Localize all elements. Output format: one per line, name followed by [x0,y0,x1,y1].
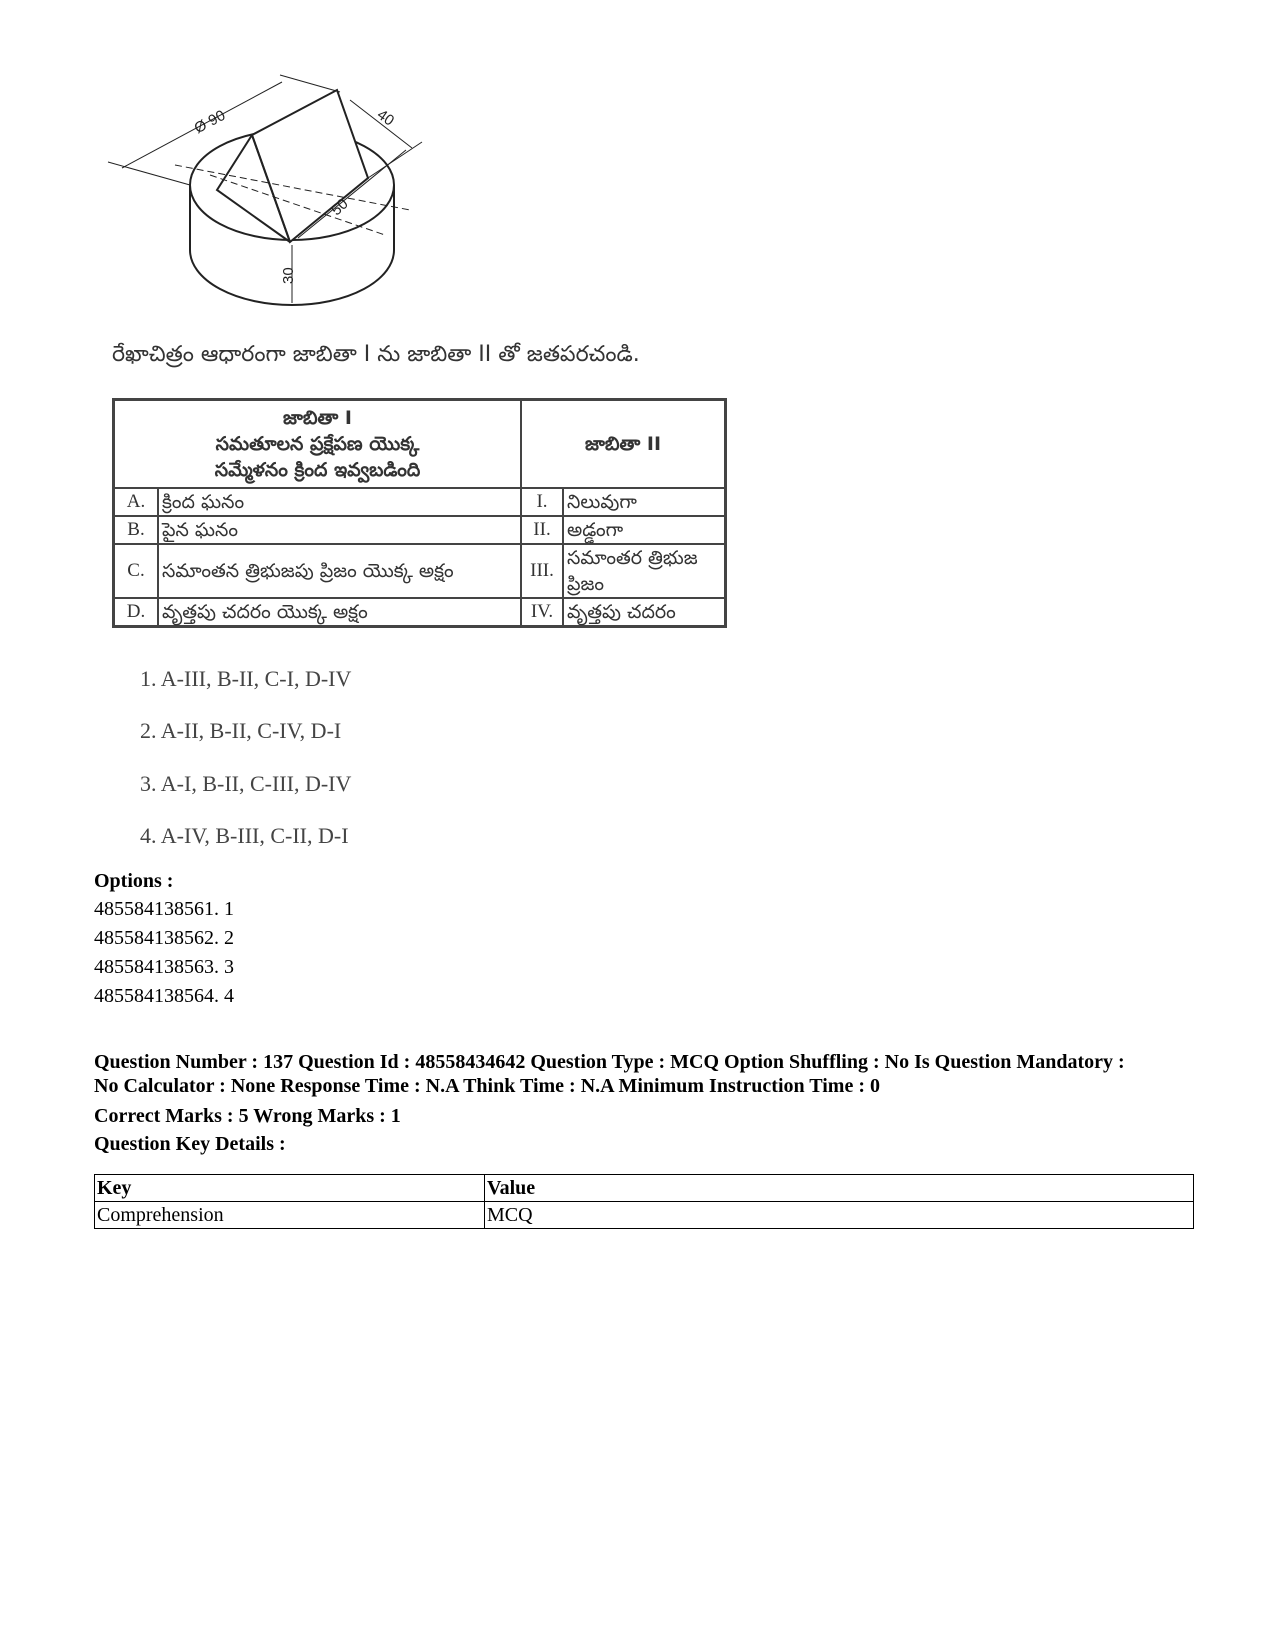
key-details-label: Question Key Details : [94,1133,286,1155]
match-row [114,598,726,627]
ext-line [280,75,340,92]
value-column-header: Value [485,1175,1194,1202]
list-2-item: వృత్తపు చదరం [563,598,726,627]
row-roman: II. [521,516,563,544]
question-text: రేఖాచిత్రం ఆధారంగా జాబితా I ను జాబితా II తో జతపరచండి. [112,342,640,367]
key-column-header: Key [95,1175,485,1202]
row-roman: I. [521,488,563,516]
list-1-subtitle: సమతూలన ప్రక్షేపణ యొక్క [215,433,420,455]
match-row [114,488,726,516]
options-label: Options : [94,870,174,892]
table-row [95,1202,1194,1229]
answer-choice: 1. A-III, B-II, C-I, D-IV [140,666,352,691]
value-cell: MCQ [485,1202,1194,1229]
list-2-header: జాబితా II [521,400,726,489]
key-details-table [94,1174,1194,1229]
option-item: 485584138564. 4 [94,985,234,1007]
match-table-header [114,400,726,489]
row-roman: III. [521,544,563,598]
question-meta-line1: Question Number : 137 Question Id : 48558434642 Question Type : MCQ Option Shuffling : No Is Question Mandatory : [94,1051,1125,1073]
row-letter: C. [114,544,159,598]
question-meta-line2: No Calculator : None Response Time : N.A Think Time : N.A Minimum Instruction Time : 0 [94,1075,880,1097]
option-item: 485584138562. 2 [94,927,234,949]
list-1-item: వృత్తపు చదరం యొక్క అక్షం [158,598,521,627]
list-1-title: జాబితా I [283,407,352,429]
dim-label-30: 30 [280,267,297,284]
dim-label-50: 50 [327,195,352,220]
dim-label-dia: Ø 90 [191,106,229,138]
dim-label-40: 40 [373,106,398,130]
row-roman: IV. [521,598,563,627]
answer-choice: 2. A-II, B-II, C-IV, D-I [140,718,342,743]
row-letter: B. [114,516,159,544]
ext-line [368,142,422,178]
list-1-item: సమాంతన త్రిభుజపు ప్రిజం యొక్క అక్షం [158,544,521,598]
row-letter: A. [114,488,159,516]
list-1-item: పైన ఘనం [158,516,521,544]
list-2-item: సమాంతర త్రిభుజ ప్రిజం [563,544,726,598]
key-table-header [95,1175,1194,1202]
list-1-item: క్రింద ఘనం [158,488,521,516]
list-1-header [114,400,522,489]
answer-choice: 4. A-IV, B-III, C-II, D-I [140,823,349,848]
marks-line: Correct Marks : 5 Wrong Marks : 1 [94,1105,401,1127]
match-row [114,516,726,544]
match-table [112,398,727,628]
option-item: 485584138561. 1 [94,898,234,920]
row-letter: D. [114,598,159,627]
prism-face [252,90,368,242]
answer-choice: 3. A-I, B-II, C-III, D-IV [140,771,352,796]
match-row [114,544,726,598]
list-2-item: నిలువుగా [563,488,726,516]
option-item: 485584138563. 3 [94,956,234,978]
key-cell: Comprehension [95,1202,485,1229]
list-1-subtitle: సమ్మేళనం క్రింద ఇవ్వబడింది [214,459,421,481]
isometric-figure [100,62,440,322]
list-2-item: అడ్డంగా [563,516,726,544]
